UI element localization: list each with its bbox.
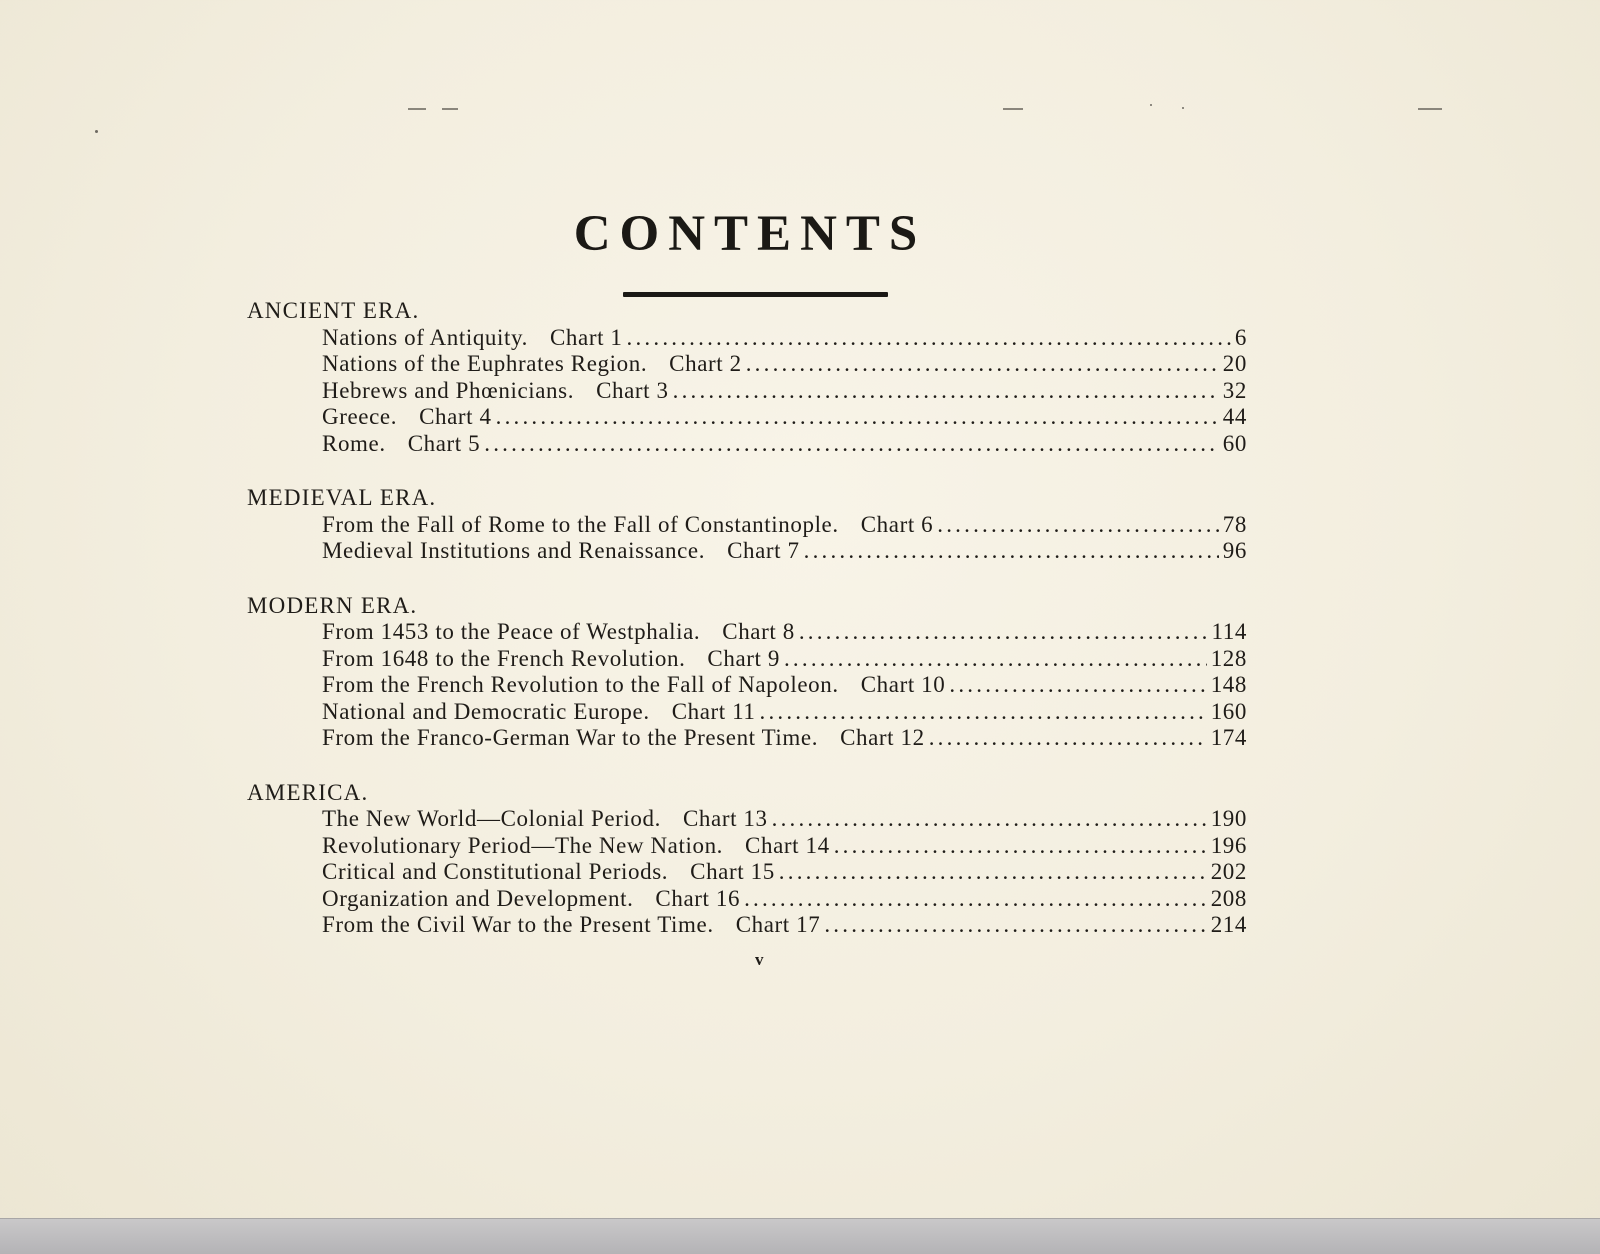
entry-page-number: 44 — [1222, 404, 1247, 429]
dot-leader — [496, 404, 1219, 431]
toc-entry — [247, 699, 1247, 726]
dot-leader — [824, 912, 1206, 939]
entry-page-number: 214 — [1210, 912, 1247, 937]
table-of-contents — [247, 298, 1247, 967]
toc-entry — [247, 512, 1247, 539]
entry-page-number: 196 — [1210, 832, 1247, 858]
toc-entry — [247, 725, 1247, 752]
section-modern-era — [247, 593, 1247, 752]
page-bottom-edge — [0, 1218, 1600, 1254]
entry-chart: Chart 15 — [690, 859, 775, 884]
entry-page-number: 32 — [1222, 377, 1247, 403]
paper-speck — [1182, 107, 1184, 109]
toc-entry — [247, 351, 1247, 378]
entry-page-number: 60 — [1222, 430, 1247, 456]
dot-leader — [929, 725, 1207, 752]
entry-chart: Chart 1 — [549, 324, 623, 350]
page-folio: v — [755, 950, 765, 969]
dot-leader — [804, 538, 1219, 565]
toc-entry — [247, 833, 1247, 860]
section-title: AMERICA. — [247, 779, 369, 805]
dot-leader — [949, 672, 1206, 699]
toc-entry — [247, 538, 1247, 565]
entry-page-number: 208 — [1210, 885, 1247, 911]
dot-leader — [937, 512, 1219, 539]
toc-entry — [247, 859, 1247, 886]
entry-title: Greece. — [322, 404, 398, 429]
entry-title: The New World—Colonial Period. — [322, 806, 661, 831]
entry-title: Rome. — [322, 430, 386, 456]
entry-title: Nations of Antiquity. — [322, 324, 528, 350]
entry-chart: Chart 12 — [840, 725, 925, 750]
paper-speck — [95, 130, 98, 133]
dot-leader — [760, 699, 1207, 726]
dot-leader — [627, 325, 1231, 352]
entry-chart: Chart 11 — [671, 698, 756, 724]
section-medieval-era — [247, 485, 1247, 565]
entry-title: Medieval Institutions and Renaissance. — [322, 538, 706, 563]
toc-entry — [247, 646, 1247, 673]
dot-leader — [834, 833, 1207, 860]
dot-leader — [744, 886, 1207, 913]
entry-title: From the Civil War to the Present Time. — [322, 912, 714, 937]
toc-entry — [247, 806, 1247, 833]
section-title: ANCIENT ERA. — [247, 298, 420, 323]
dot-leader — [799, 619, 1208, 646]
toc-entry — [247, 431, 1247, 458]
entry-page-number: 128 — [1210, 645, 1247, 671]
entry-title: Revolutionary Period—The New Nation. — [322, 832, 724, 858]
entry-chart: Chart 5 — [407, 430, 481, 456]
dot-leader — [673, 378, 1219, 405]
title-rule — [623, 292, 888, 297]
entry-page-number: 148 — [1210, 672, 1247, 697]
entry-page-number: 190 — [1210, 806, 1247, 831]
entry-chart: Chart 3 — [596, 377, 669, 403]
entry-page-number: 6 — [1234, 324, 1247, 350]
section-america — [247, 780, 1247, 939]
entry-chart: Chart 2 — [669, 351, 742, 376]
entry-title: Hebrews and Phœnicians. — [322, 377, 575, 403]
section-title: MODERN ERA. — [247, 592, 418, 618]
entry-title: From the Franco-German War to the Present Time. — [322, 725, 819, 750]
toc-entry — [247, 404, 1247, 431]
entry-title: From 1453 to the Peace of Westphalia. — [322, 619, 701, 644]
dot-leader — [784, 646, 1207, 673]
page-title: CONTENTS — [573, 206, 927, 262]
entry-chart: Chart 4 — [419, 404, 492, 429]
toc-entry — [247, 672, 1247, 699]
dot-leader — [772, 806, 1207, 833]
dot-leader — [484, 431, 1219, 458]
dot-leader — [779, 859, 1207, 886]
entry-title: National and Democratic Europe. — [322, 698, 650, 724]
entry-chart: Chart 17 — [735, 912, 821, 937]
dot-leader — [746, 351, 1219, 378]
entry-chart: Chart 14 — [745, 832, 830, 858]
entry-title: Organization and Development. — [322, 885, 634, 911]
entry-chart: Chart 10 — [860, 672, 946, 697]
entry-title: Nations of the Euphrates Region. — [322, 351, 648, 376]
entry-chart: Chart 16 — [655, 885, 741, 911]
toc-entry — [247, 619, 1247, 646]
entry-page-number: 78 — [1222, 511, 1247, 537]
entry-page-number: 160 — [1210, 698, 1247, 724]
entry-chart: Chart 13 — [682, 806, 768, 831]
entry-chart: Chart 6 — [860, 511, 934, 537]
section-ancient-era — [247, 298, 1247, 457]
entry-page-number: 20 — [1222, 351, 1247, 376]
entry-title: From the Fall of Rome to the Fall of Constantinople. — [322, 511, 839, 537]
entry-page-number: 174 — [1210, 725, 1247, 750]
section-title: MEDIEVAL ERA. — [247, 485, 437, 510]
entry-chart: Chart 9 — [707, 645, 780, 671]
top-edge-marks — [0, 108, 1600, 112]
entry-page-number: 96 — [1222, 538, 1247, 563]
toc-entry — [247, 886, 1247, 913]
toc-entry — [247, 378, 1247, 405]
entry-chart: Chart 8 — [722, 619, 795, 644]
toc-entry — [247, 325, 1247, 352]
entry-chart: Chart 7 — [727, 538, 800, 563]
paper-speck — [1150, 104, 1152, 106]
entry-page-number: 114 — [1211, 619, 1247, 644]
entry-page-number: 202 — [1210, 859, 1247, 884]
entry-title: Critical and Constitutional Periods. — [322, 859, 669, 884]
toc-entry — [247, 912, 1247, 939]
entry-title: From 1648 to the French Revolution. — [322, 645, 686, 671]
entry-title: From the French Revolution to the Fall of Napoleon. — [322, 672, 839, 697]
